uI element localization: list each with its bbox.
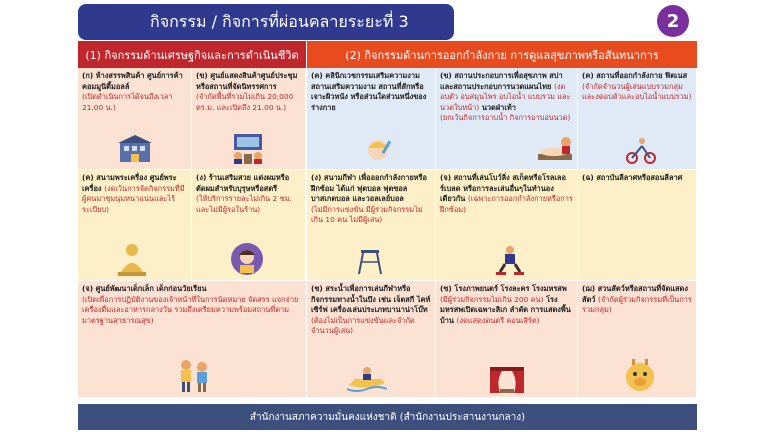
theater-icon <box>490 367 524 393</box>
cell-text <box>440 71 573 113</box>
children-icon <box>176 359 212 393</box>
cell-text <box>582 284 692 316</box>
zoo-note: (จำกัดผู้ร่วมกิจกรรมที่เป็นการรวมกลุ่ม) <box>582 294 692 315</box>
cell-childcare <box>78 281 307 398</box>
massage-icon <box>536 134 574 164</box>
cell-text <box>82 173 187 215</box>
cell-fitness <box>578 68 697 170</box>
cell-note: (เปิดดำเนินการได้จนถึงเวลา 21.00 น.) <box>82 92 173 112</box>
cell-text: (ก) ห้างสรรพสินค้า ศูนย์การค้า คอมมูนิตี้มอลล์ <box>82 71 183 91</box>
cell-barber <box>192 170 306 281</box>
theater-note2: (งดแสดงดนตรี คอนเสิร์ต) <box>456 315 540 325</box>
barber-icon <box>230 242 264 276</box>
cell-text: (ง) ร้านเสริมสวย แต่งผมหรือตัดผมสำหรับบุรุษหรือสตรี <box>196 173 290 193</box>
exhibition-icon <box>228 132 268 164</box>
cell-text <box>582 71 692 103</box>
activity-grid <box>78 68 697 398</box>
bowling-note: (เฉพาะการออกกำลังกายหรือการฝึกซ้อม) <box>440 194 573 214</box>
shopping-mall-icon <box>116 134 154 164</box>
folk-show-label: โรงมหรสพเปิดเฉพาะลิเก ลำตัด การแสดงพื้นบ้าน <box>440 294 571 325</box>
stadium-icon <box>355 244 385 276</box>
cell-amulet-market <box>78 170 192 281</box>
cell-water-sports <box>307 281 436 398</box>
cell-stadium <box>307 170 436 281</box>
cell-shopping-mall <box>78 68 192 170</box>
cell-note: (ยกเว้นกิจการอาบน้ำ กิจการอาบอบนวด) <box>440 113 571 123</box>
cell-zoo <box>578 281 697 398</box>
spa-title: (ข) สถานประกอบการเพื่อสุขภาพ สปา และสถานประกอบการนวดแผนไทย <box>440 71 563 91</box>
cell-dance-school <box>578 170 697 281</box>
theater-note: (มีผู้ร่วมกิจกรรมไม่เกิน 200 คน) <box>440 294 544 304</box>
theater-title: (ซ) โรงภาพยนตร์ โรงละคร โรงมหรสพ <box>440 284 567 293</box>
fitness-title: (ค) สถานที่ออกกำลังกาย ฟิตเนส <box>582 71 688 80</box>
foot-massage-label: นวดฝ่าเท้า <box>481 102 516 112</box>
cell-text <box>440 173 573 215</box>
zoo-title: (ฌ) สวนสัตว์หรือสถานที่จัดแสดงสัตว์ <box>582 284 688 304</box>
page-title: กิจกรรม / กิจการที่ผ่อนคลายระยะที่ 3 <box>78 4 454 40</box>
cell-theater <box>436 281 578 398</box>
skating-icon <box>494 244 526 276</box>
page-number-badge: 2 <box>657 5 689 37</box>
cell-text: (จ) ศูนย์พัฒนาเด็กเล็ก เด็กก่อนวัยเรียน <box>82 284 207 293</box>
cell-text: (ข) ศูนย์แสดงสินค้าศูนย์ประชุม หรือสถานที่จัดนิทรรศการ <box>196 71 298 91</box>
giraffe-icon <box>624 357 656 393</box>
cell-text <box>440 284 573 326</box>
buddha-icon <box>116 242 148 276</box>
water-sports-note: (ต้องไม่เป็นการแข่งขันและจำกัดจำนวนผู้เล่น) <box>311 315 415 336</box>
bowling-title: (จ) สถานที่เล่นโบว์ลิ่ง สเก็ตหรือโรลเลอร์เบลด หรือการละเล่นอื่นๆในทำนองเดียวกัน <box>440 173 566 204</box>
fitness-note: (จำกัดจำนวนผู้เล่นแบบรวมกลุ่ม และงดอบตัวและอบไอน้ำแบบรวม) <box>582 81 692 102</box>
beauty-clinic-icon <box>363 136 393 164</box>
amulet-title: (ค) สนามพระเครื่อง ศูนย์พระเครื่อง <box>82 173 177 193</box>
fitness-icon <box>624 136 658 164</box>
cell-text: (ง) สนามกีฬา เพื่อออกกำลังกายหรือฝึกซ้อม ได้แก่ ฟุตบอล ฟุตซอล บาสเกตบอล และวอลเลย์บอล <box>311 173 427 204</box>
cell-note: (ให้บริการรายละไม่เกิน 2 ชม. และไม่มีผู้รอในร้าน) <box>196 194 292 214</box>
cell-note: (จำกัดพื้นที่รวมไม่เกิน 20,000 ตร.ม. และเปิดถึง 21.00 น.) <box>196 92 294 112</box>
section-header-exercise: (2) กิจกรรมด้านการออกกำลังกาย การดูแลสุขภาพหรือสันทนาการ <box>307 41 697 68</box>
cell-note: (เปิดเพื่อการปฏิบัติงานของเจ้าหน้าที่ในการนัดหมาย จัดสรร แจกจ่ายเครื่องดื่มและอาหารกลางวัน รวมถึงเตรียมความพร้อมสถานที่ตามมาตรฐานสาธารณสุข) <box>82 294 299 325</box>
cell-bowling-skating <box>436 170 578 281</box>
cell-text: (ฉ) สถาบันลีลาศหรือสอนลีลาศ <box>582 173 683 182</box>
section-header-economy: (1) กิจกรรมด้านเศรษฐกิจและการดำเนินชีวิต <box>78 41 306 68</box>
water-sports-title: (ช) สระน้ำเพื่อการเล่นกีฬาหรือกิจกรรมทางน้ำในบึง เช่น เจ็ตสกี ไคท์เซิร์ฟ เครื่องเล่นประเภทบานาน่าโบ๊ท <box>311 284 431 315</box>
cell-text: (ค) คลินิกเวชกรรมเสริมความงาม สถานเสริมความงาม สถานที่สักหรือเจาะผิวหนัง หรือส่วนใดส่วนหนึ่งของร่างกาย <box>311 71 427 112</box>
cell-beauty-clinic <box>307 68 436 170</box>
cell-text <box>311 284 431 337</box>
cell-exhibition <box>192 68 306 170</box>
spa-note: (งดอบตัว อบสมุนไพร อบไอน้ำ แบบรวม และนวดใบหน้า) <box>440 81 571 112</box>
jetski-icon <box>347 365 387 393</box>
footer-agency: สำนักงานสภาความมั่นคงแห่งชาติ (สำนักงานประสานงานกลาง) <box>78 404 697 430</box>
amulet-note: (งดเว้นการจัดกิจกรรมที่มีผู้คนมาชุมนุมหนาแน่นและไร้ระเบียบ) <box>82 183 185 214</box>
cell-spa <box>436 68 578 170</box>
cell-note: (ไม่มีการแข่งขัน มีผู้ร่วมกิจกรรมไม่เกิน 10 คน ไม่มีผู้เล่น) <box>311 204 423 225</box>
